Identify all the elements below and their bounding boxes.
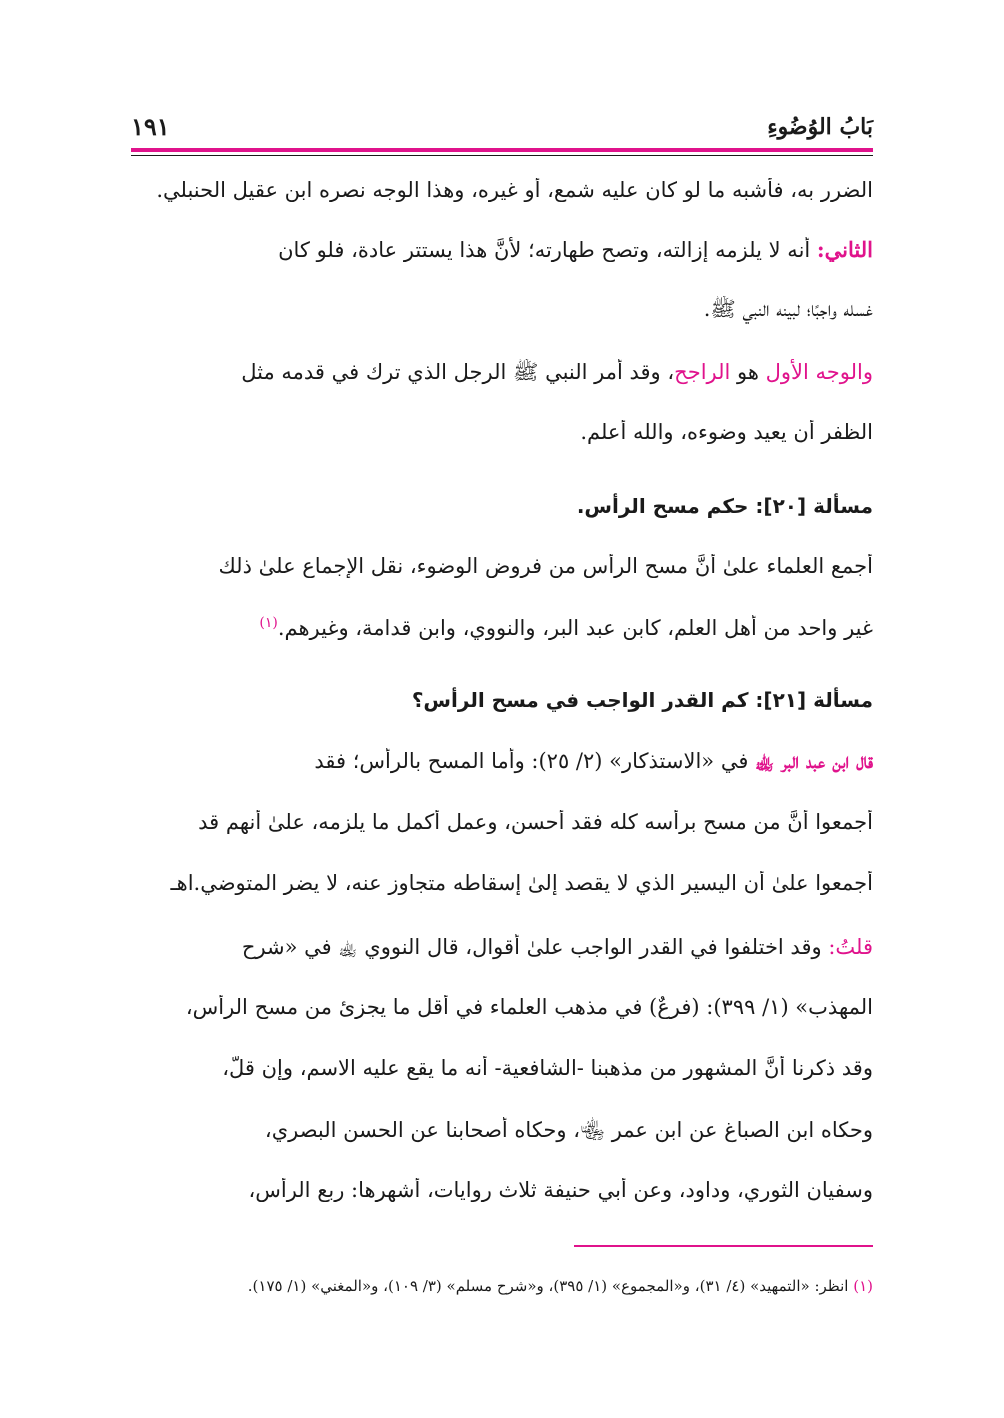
point-label: الثاني: bbox=[816, 237, 873, 262]
text-line: أجمع العلماء علىٰ أنَّ مسح الرأس من فروض الوضوء، نقل الإجماع علىٰ ذلك bbox=[218, 554, 873, 578]
text-line: الثاني: أنه لا يلزمه إزالته، وتصح طهارته؛ لأنَّ هذا يستتر عادة، فلو كان bbox=[278, 237, 873, 262]
text-line: الظفر أن يعيد وضوءه، والله أعلم. bbox=[580, 420, 873, 444]
text-line: وحكاه ابن الصباغ عن ابن عمر ﵄، وحكاه أصحابنا عن الحسن البصري، bbox=[264, 1118, 873, 1142]
text-line: قلتُ: وقد اختلفوا في القدر الواجب علىٰ أقوال، قال النووي ﵀ في «شرح bbox=[241, 935, 873, 959]
text-line: المهذب» (١/ ٣٩٩): (فرعٌ) في مذهب العلماء في أقل ما يجزئ من مسح الرأس، bbox=[185, 995, 873, 1019]
header-rule bbox=[131, 155, 873, 156]
text-line: وقد ذكرنا أنَّ المشهور من مذهبنا -الشافعية- أنه ما يقع عليه الاسم، وإن قلَّ، bbox=[222, 1056, 873, 1080]
page-number: ١٩١ bbox=[131, 112, 170, 141]
chapter-title: بَابُ الوُضُوءِ bbox=[767, 114, 873, 140]
author-note-label: قلتُ: bbox=[828, 935, 873, 959]
text-line: غسله واجبًا؛ لبينه النبي ﷺ. bbox=[703, 297, 873, 321]
section-heading: مسألة [٢٠]: حكم مسح الرأس. bbox=[576, 494, 873, 518]
section-heading: مسألة [٢١]: كم القدر الواجب في مسح الرأس؟ bbox=[411, 688, 873, 712]
text-line: أجمعوا علىٰ أن اليسير الذي لا يقصد إلىٰ إسقاطه متجاوز عنه، لا يضر المتوضي.اهـ bbox=[170, 871, 873, 895]
text-line: وسفيان الثوري، وداود، وعن أبي حنيفة ثلاث روايات، أشهرها: ربع الرأس، bbox=[248, 1178, 873, 1202]
highlight-term: والوجه الأول bbox=[765, 360, 873, 384]
highlight-term: الراجح bbox=[674, 360, 731, 384]
text-line: غير واحد من أهل العلم، كابن عبد البر، والنووي، وابن قدامة، وغيرهم.$^{(١)}$ bbox=[259, 615, 873, 640]
page-header bbox=[131, 112, 873, 152]
text-line: أجمعوا أنَّ من مسح برأسه كله فقد أحسن، وعمل أكمل ما يلزمه، علىٰ أنهم قد bbox=[198, 810, 873, 834]
text-line: والوجه الأول هو الراجح، وقد أمر النبي ﷺ الرجل الذي ترك في قدمه مثل bbox=[241, 360, 873, 384]
text-line: الضرر به، فأشبه ما لو كان عليه شمع، أو غيره، وهذا الوجه نصره ابن عقيل الحنبلي. bbox=[156, 178, 873, 202]
header-rule-accent bbox=[131, 148, 873, 152]
text-line: قال ابن عبد البر ﵀ في «الاستذكار» (٢/ ٢٥): وأما المسح بالرأس؛ فقد bbox=[314, 748, 873, 773]
footnote-ref[interactable]: (١) bbox=[259, 615, 278, 631]
footnote-text: انظر: «التمهيد» (٤/ ٣١)، و«المجموع» (١/ ٣٩٥)، و«شرح مسلم» (٣/ ١٠٩)، و«المغني» (١/ ١٧٥). bbox=[247, 1277, 854, 1295]
footnote bbox=[248, 1277, 873, 1295]
footnote-separator bbox=[574, 1245, 873, 1247]
quote-source: قال ابن عبد البر ﵀ bbox=[755, 748, 873, 773]
footnote-number: (١) bbox=[853, 1277, 873, 1295]
